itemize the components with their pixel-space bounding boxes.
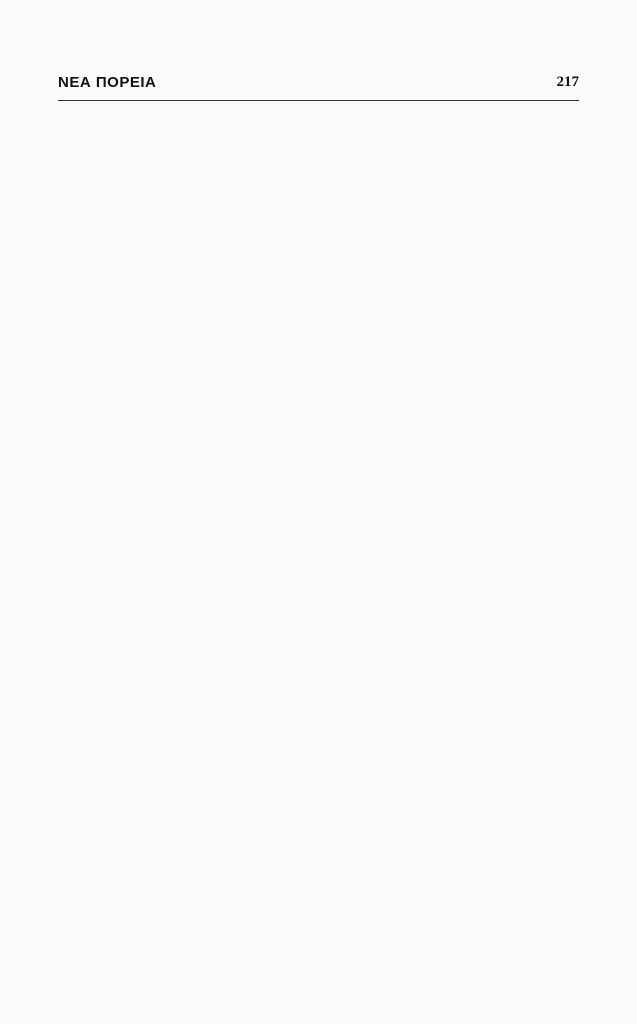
text-line [60,825,318,842]
text-line [342,394,600,411]
text-line [342,974,600,991]
text-line [60,261,318,278]
text-line [342,991,600,1008]
text-line [342,875,600,892]
text-line [60,576,318,593]
text-line [342,311,600,328]
text-line [60,858,318,875]
text-line [342,559,600,576]
text-line [342,759,600,776]
text-line [60,692,318,709]
left-column [60,128,318,1006]
text-line [342,460,600,477]
text-line [342,261,600,278]
text-line [60,526,318,543]
text-line [342,327,600,344]
text-line [342,427,600,444]
text-line [60,476,318,493]
text-line [60,609,318,626]
text-line [342,858,600,875]
text-line [60,294,318,311]
text-line [60,360,318,377]
text-line [60,394,318,411]
text-line [342,145,600,162]
text-line [342,194,600,211]
header-divider [58,100,579,101]
text-line [342,808,600,825]
text-line [60,642,318,659]
text-line [60,792,318,809]
text-line [60,842,318,859]
text-line [60,974,318,991]
text-line [342,593,600,610]
text-line [342,692,600,709]
text-line [342,941,600,958]
text-line [60,327,318,344]
text-line [342,676,600,693]
text-columns [60,128,597,1006]
text-line [60,593,318,610]
text-line [342,294,600,311]
text-line [60,145,318,162]
text-line [342,476,600,493]
text-line [60,709,318,726]
text-line [60,377,318,394]
text-line [342,161,600,178]
text-line [342,576,600,593]
text-line [60,742,318,759]
text-line [60,211,318,228]
text-line [342,825,600,842]
text-line [60,891,318,908]
text-line [342,178,600,195]
text-line [342,659,600,676]
text-line [60,493,318,510]
text-line [60,443,318,460]
right-column [342,128,600,1006]
text-line [60,559,318,576]
text-line [60,775,318,792]
text-line [60,958,318,975]
text-line [60,128,318,145]
text-line [60,228,318,245]
text-line [60,178,318,195]
text-line [342,1007,600,1024]
text-line [60,676,318,693]
journal-title: ΝΕΑ ΠΟΡΕΙΑ [58,74,157,91]
text-line [60,161,318,178]
text-line [342,410,600,427]
text-line [342,958,600,975]
text-line [60,659,318,676]
text-line [342,742,600,759]
text-line [60,244,318,261]
text-line [342,891,600,908]
text-line [342,244,600,261]
text-line [342,609,600,626]
text-line [342,128,600,145]
text-line [342,228,600,245]
text-line [342,842,600,859]
text-line [342,377,600,394]
text-line [342,510,600,527]
text-line [342,344,600,361]
text-line [342,493,600,510]
text-line [60,543,318,560]
page-header [58,74,579,98]
text-line [342,443,600,460]
text-line [60,875,318,892]
text-line [342,725,600,742]
text-line [60,759,318,776]
text-line [60,311,318,328]
text-line [60,725,318,742]
text-line [342,526,600,543]
text-line [342,360,600,377]
text-line [342,543,600,560]
text-line [60,194,318,211]
page-number: 217 [556,74,579,90]
text-line [60,510,318,527]
text-line [60,1007,318,1024]
text-line [60,991,318,1008]
text-line [342,626,600,643]
text-line [60,460,318,477]
text-line [60,941,318,958]
text-line [60,808,318,825]
text-line [342,925,600,942]
text-line [342,211,600,228]
text-line [342,775,600,792]
text-line [60,626,318,643]
text-line [60,344,318,361]
text-line [60,925,318,942]
text-line [342,277,600,294]
text-line [60,410,318,427]
text-line [342,908,600,925]
text-line [60,908,318,925]
text-line [342,642,600,659]
text-line [342,792,600,809]
text-line [60,427,318,444]
text-line [342,709,600,726]
text-line [60,277,318,294]
